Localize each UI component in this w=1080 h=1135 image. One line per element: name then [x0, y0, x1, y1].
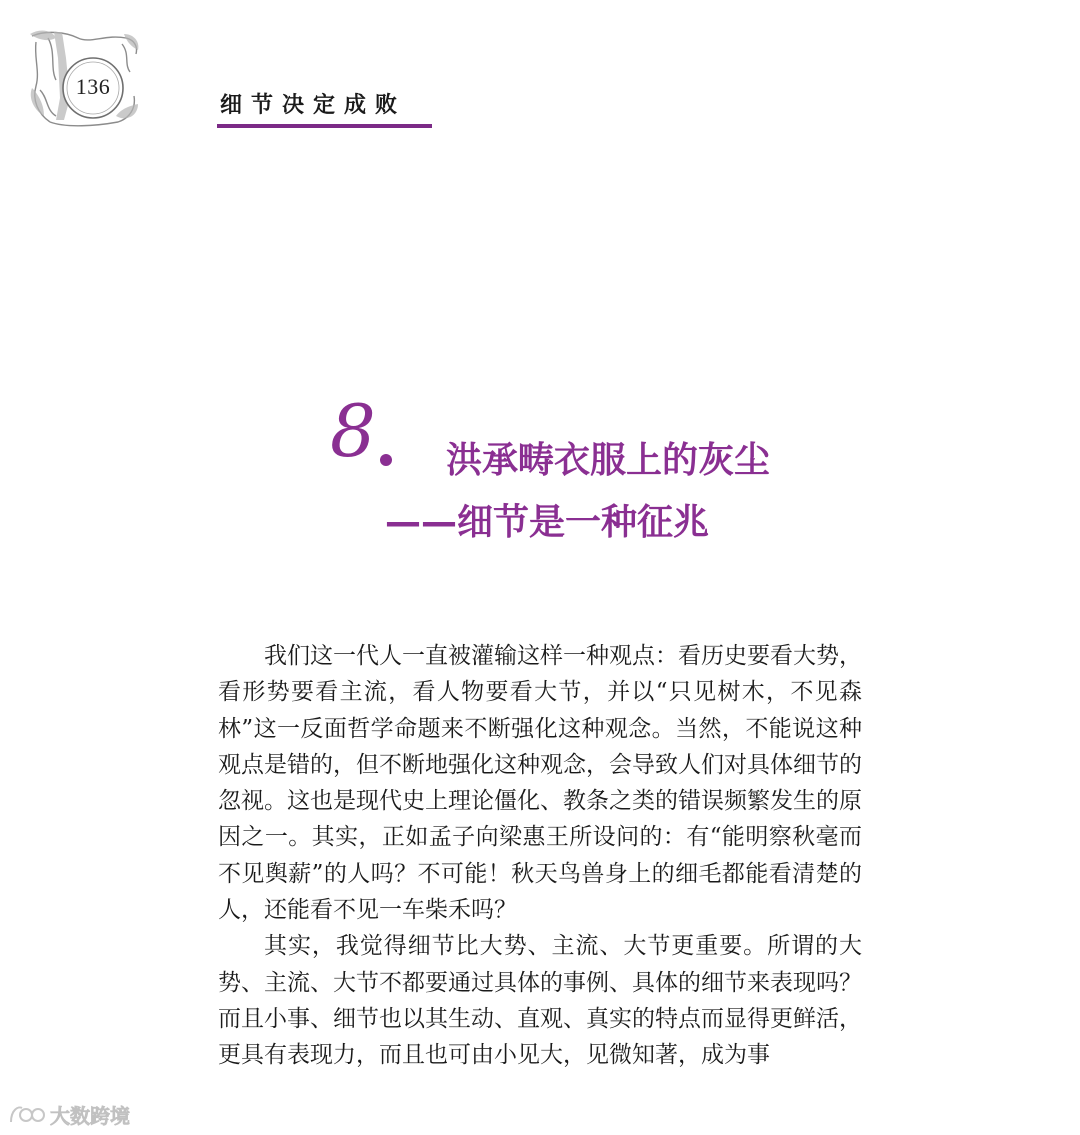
paragraph-1: 我们这一代人一直被灌输这样一种观点：看历史要看大势，看形势要看主流，看人物要看大节，并以“只见树木，不见森林”这一反面哲学命题来不断强化这种观念。当然，不能说这种观点是错的，但不断地强化这种观念，会导致人们对具体细节的忽视。这也是现代史上理论僵化、教条之类的错误频繁发生的原因之一。其实，正如孟子向梁惠王所设问的：有“能明察秋毫而不见舆薪”的人吗？不可能！秋天鸟兽身上的细毛都能看清楚的人，还能看不见一车柴禾吗？ — [218, 643, 862, 924]
chapter-number-dot — [380, 454, 392, 466]
paragraph-2: 其实，我觉得细节比大势、主流、大节更重要。所谓的大势、主流、大节不都要通过具体的事例、具体的细节来表现吗？而且小事、细节也以其生动、直观、真实的特点而显得更鲜活，更具有表现力，而且也可由小见大，见微知著，成为事 — [218, 933, 862, 1069]
chapter-subtitle: ——细节是一种征兆 — [385, 502, 710, 543]
running-head-underline — [217, 124, 432, 128]
running-head: 细节决定成败 — [220, 92, 407, 118]
watermark — [8, 1098, 130, 1130]
chapter-number: 8 — [330, 389, 376, 473]
watermark-text: 大数跨境 — [50, 1103, 130, 1128]
page-number: 136 — [75, 74, 111, 99]
watermark-logo-icon — [8, 1102, 46, 1126]
body-text — [218, 638, 862, 1074]
chapter-title: 洪承畴衣服上的灰尘 — [446, 440, 771, 481]
